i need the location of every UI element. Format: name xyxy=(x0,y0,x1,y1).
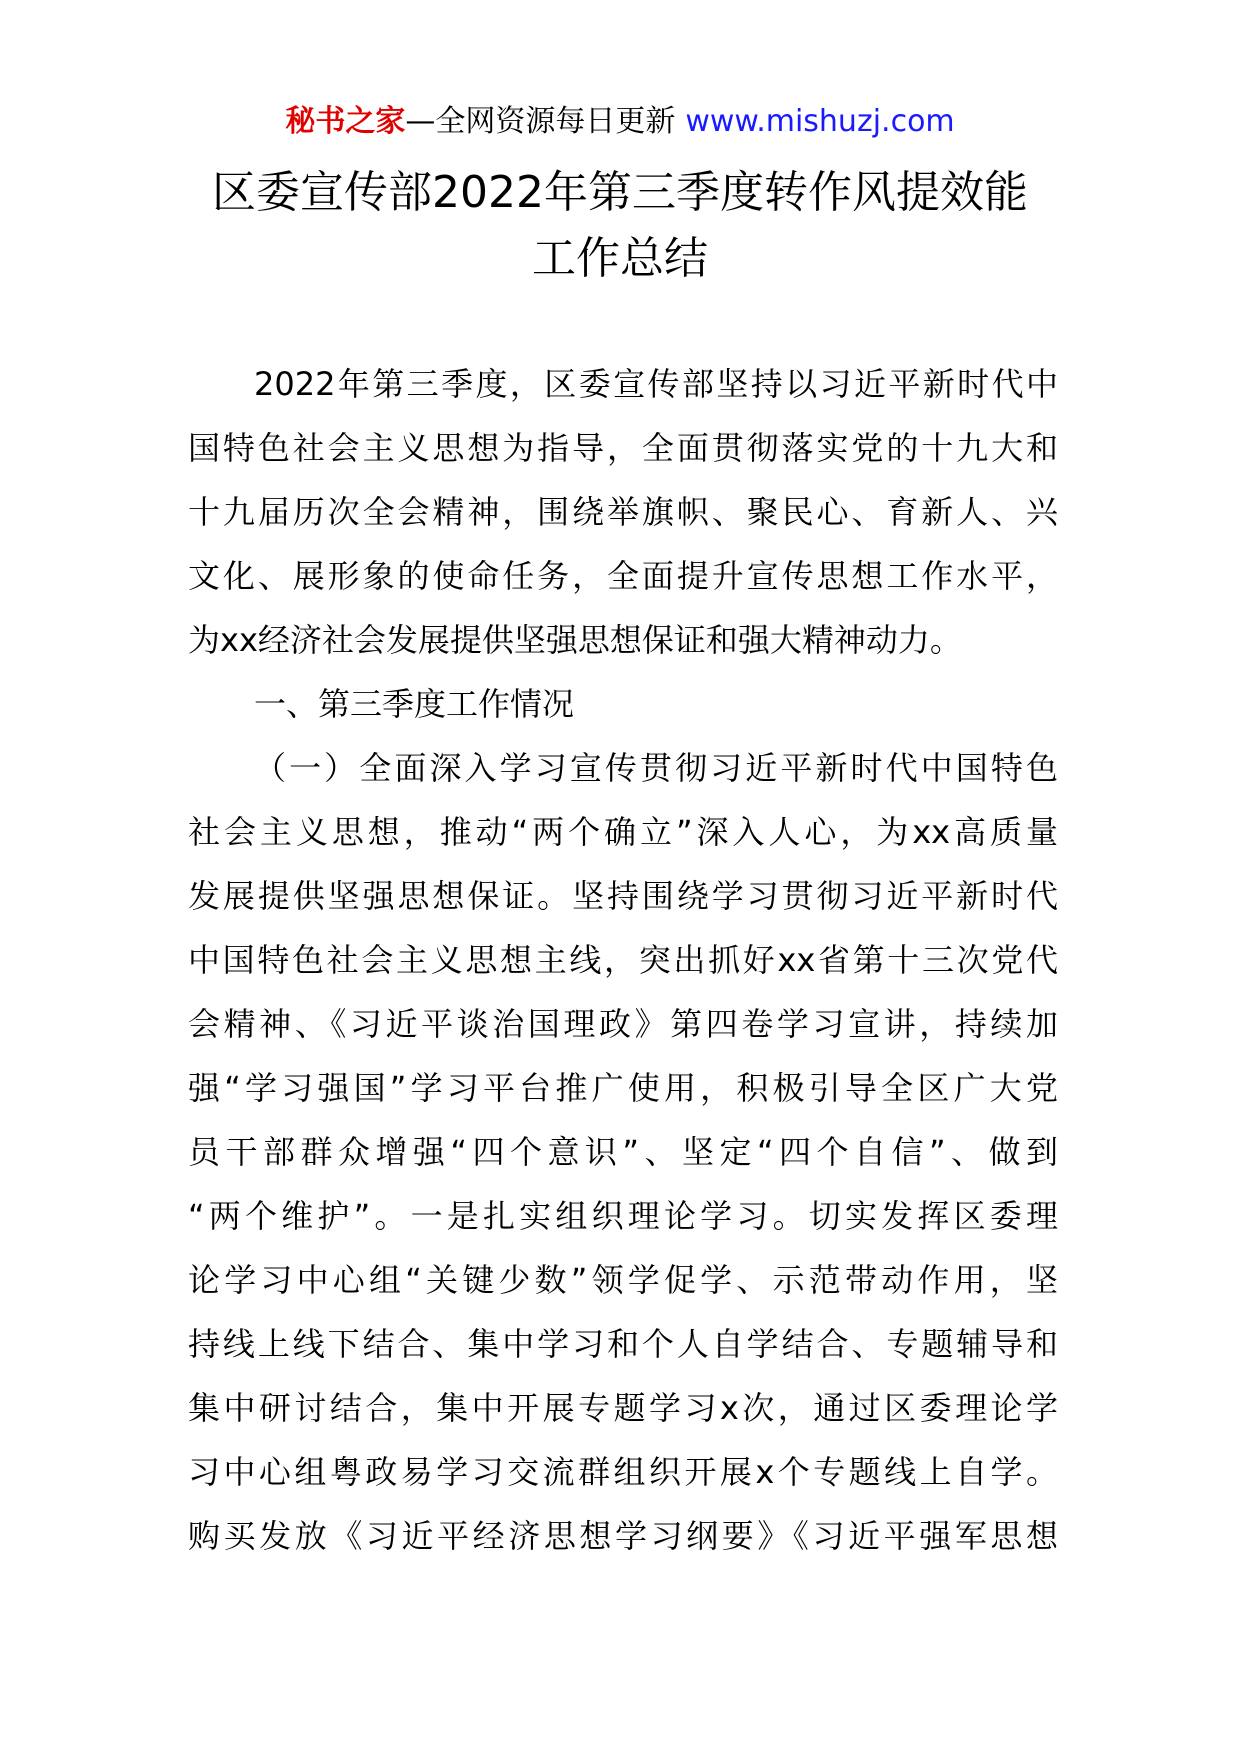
body-line: 国特色社会主义思想为指导，全面贯彻落实党的十九大和 xyxy=(188,429,1058,467)
title-line-2: 工作总结 xyxy=(532,233,708,284)
body-line: 持线上线下结合、集中学习和个人自学结合、专题辅导和 xyxy=(188,1325,1058,1363)
body-line: 购买发放《习近平经济思想学习纲要》《习近平强军思想 xyxy=(188,1517,1058,1555)
body-line: 会精神、《习近平谈治国理政》第四卷学习宣讲，持续加 xyxy=(188,1005,1058,1043)
body-line: 员干部群众增强“四个意识”、坚定“四个自信”、做到 xyxy=(188,1133,1058,1171)
document-title xyxy=(120,160,1120,292)
site-name: 秘书之家 xyxy=(285,104,406,139)
body-line: 集中研讨结合，集中开展专题学习x次，通过区委理论学 xyxy=(188,1389,1058,1427)
body-line: 发展提供坚强思想保证。坚持围绕学习贯彻习近平新时代 xyxy=(188,877,1058,915)
body-line: 十九届历次全会精神，围绕举旗帜、聚民心、育新人、兴 xyxy=(188,493,1058,531)
body-line: 为xx经济社会发展提供坚强思想保证和强大精神动力。 xyxy=(188,621,962,659)
title-line-1: 区委宣传部2022年第三季度转作风提效能 xyxy=(212,167,1028,218)
body-line: 习中心组粤政易学习交流群组织开展x个专题线上自学。 xyxy=(188,1453,1058,1491)
body-line: “两个维护”。一是扎实组织理论学习。切实发挥区委理 xyxy=(188,1197,1058,1235)
body-line: 文化、展形象的使命任务，全面提升宣传思想工作水平， xyxy=(188,557,1058,595)
body-line: 论学习中心组“关键少数”领学促学、示范带动作用，坚 xyxy=(188,1261,1058,1299)
site-header xyxy=(0,100,1240,144)
body-line: 强“学习强国”学习平台推广使用，积极引导全区广大党 xyxy=(188,1069,1058,1107)
subsection-heading: （一）全面深入学习宣传贯彻习近平新时代中国特色 xyxy=(254,749,1058,787)
section-heading: 一、第三季度工作情况 xyxy=(254,685,575,723)
body-line: 中国特色社会主义思想主线，突出抓好xx省第十三次党代 xyxy=(188,941,1058,979)
site-url-link[interactable]: www.mishuzj.com xyxy=(685,104,955,139)
body-line: 社会主义思想，推动“两个确立”深入人心，为xx高质量 xyxy=(188,813,1058,851)
site-slogan: —全网资源每日更新 xyxy=(405,104,676,139)
body-line: 2022年第三季度，区委宣传部坚持以习近平新时代中 xyxy=(254,365,1058,403)
document-body xyxy=(188,352,1058,1568)
